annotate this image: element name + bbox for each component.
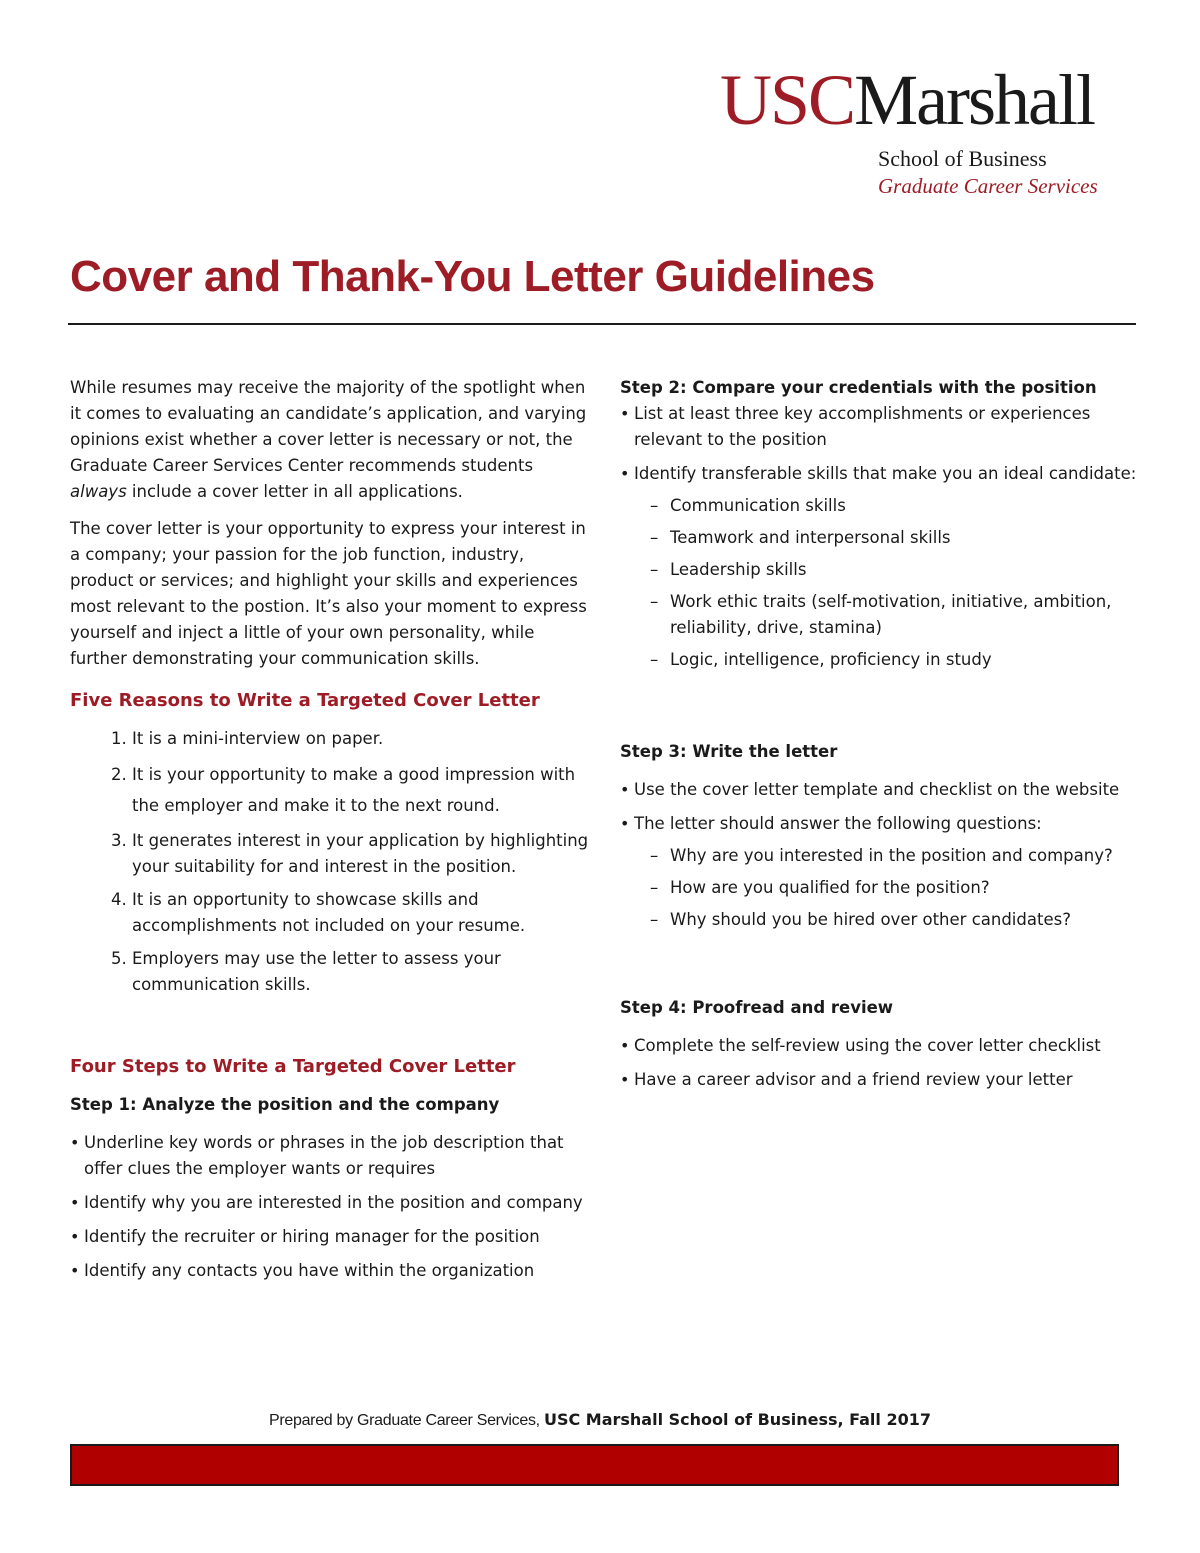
step2-subitem-text: Work ethic traits (self-motivation, initiative, ambition, reliability, drive, stamina) [670, 592, 1112, 637]
footer-color-bar [70, 1444, 1119, 1486]
step1-item [70, 1190, 590, 1216]
logo-usc: USC [720, 60, 855, 140]
step3-sublist [634, 843, 1140, 933]
bullet-icon: • [70, 1227, 80, 1246]
dash-icon: – [650, 560, 659, 579]
bullet-icon: • [620, 1036, 630, 1055]
dash-icon: – [650, 910, 659, 929]
bullet-icon: • [620, 404, 630, 423]
step2-subitem [634, 647, 1140, 673]
dash-icon: – [650, 846, 659, 865]
step2-heading: Step 2: Compare your credentials with the position [620, 378, 1097, 397]
dash-icon: – [650, 496, 659, 515]
step2-subitem [634, 557, 1140, 583]
step2-sublist [634, 493, 1140, 673]
step4-heading: Step 4: Proofread and review [620, 998, 894, 1017]
logo-school-of-business: School of Business [878, 146, 1047, 171]
title-divider [68, 323, 1136, 325]
step2-subitem-text: Teamwork and interpersonal skills [670, 528, 951, 547]
step1-item-text: Identify why you are interested in the position and company [84, 1193, 583, 1212]
bullet-icon: • [620, 814, 630, 833]
step1-item [70, 1130, 590, 1182]
five-reasons-heading: Five Reasons to Write a Targeted Cover Letter [70, 690, 540, 711]
step2-subitem-text: Logic, intelligence, proficiency in study [670, 650, 992, 669]
step3-list [620, 777, 1140, 933]
step3-subitem-text: Why are you interested in the position and company? [670, 846, 1113, 865]
step3-subitem-text: Why should you be hired over other candidates? [670, 910, 1071, 929]
step2-subitem-text: Communication skills [670, 496, 846, 515]
dash-icon: – [650, 650, 659, 669]
bullet-icon: • [620, 1070, 630, 1089]
step4-item-text: Complete the self-review using the cover letter checklist [634, 1036, 1101, 1055]
step2-subitem [634, 589, 1140, 641]
intro-paragraph-1 [70, 375, 590, 505]
step2-item-text: List at least three key accomplishments or experiences relevant to the position [634, 404, 1091, 449]
dash-icon: – [650, 528, 659, 547]
step3-item [620, 777, 1140, 803]
step3-subitem [634, 843, 1140, 869]
footer-institution: USC Marshall School of Business, Fall 2017 [543, 1410, 931, 1429]
logo-graduate-career-services: Graduate Career Services [878, 174, 1098, 198]
step3-heading: Step 3: Write the letter [620, 742, 838, 761]
step3-subitem [634, 907, 1140, 933]
step4-list [620, 1033, 1140, 1093]
bullet-icon: • [70, 1261, 80, 1280]
step1-item [70, 1258, 590, 1284]
step1-heading: Step 1: Analyze the position and the company [70, 1095, 500, 1114]
step1-item-text: Identify the recruiter or hiring manager for the position [84, 1227, 540, 1246]
intro-p1-start: While resumes may receive the majority of the spotlight when it comes to evaluating an candidate’s application, and varying opinions exist whether a cover letter is necessary or not, the Graduate Career Services Center recommends students [70, 378, 587, 475]
step2-subitem-text: Leadership skills [670, 560, 807, 579]
reason-item: 1. It is a mini-interview on paper. [132, 726, 590, 752]
page-title: Cover and Thank-You Letter Guidelines [70, 252, 875, 301]
intro-p1-end: include a cover letter in all applications. [126, 482, 463, 501]
step3-subitem [634, 875, 1140, 901]
intro-paragraph-2: The cover letter is your opportunity to express your interest in a company; your passion for the job function, industry, product or services; and highlight your skills and experiences most relevant to the postion. It’s also your moment to express yourself and inject a little of your own personality, while further demonstrating your communication skills. [70, 519, 587, 668]
logo-wordmark [720, 60, 1094, 140]
reason-item: 5. Employers may use the letter to assess your communication skills. [132, 946, 590, 998]
step1-item-text: Underline key words or phrases in the job description that offer clues the employer wants or requires [84, 1133, 564, 1178]
step4-item [620, 1033, 1140, 1059]
step2-subitem [634, 493, 1140, 519]
bullet-icon: • [620, 780, 630, 799]
step3-subitem-text: How are you qualified for the position? [670, 878, 990, 897]
logo-marshall: Marshall [854, 60, 1094, 140]
footer-prefix: Prepared by Graduate Career Services, [268, 1412, 544, 1429]
five-reasons-list [70, 726, 590, 998]
dash-icon: – [650, 878, 659, 897]
usc-marshall-logo [720, 60, 1140, 210]
step4-item [620, 1067, 1140, 1093]
reason-item: 2. It is your opportunity to make a good impression with the employer and make it to the next round. [132, 759, 590, 821]
dash-icon: – [650, 592, 659, 611]
step1-item [70, 1224, 590, 1250]
right-column [620, 375, 1140, 1101]
reason-item: 4. It is an opportunity to showcase skills and accomplishments not included on your resume. [132, 887, 590, 939]
reason-item: 3. It generates interest in your application by highlighting your suitability for and interest in the position. [132, 828, 590, 880]
step2-list [620, 401, 1140, 673]
step3-item-text: Use the cover letter template and checklist on the website [634, 780, 1120, 799]
four-steps-heading: Four Steps to Write a Targeted Cover Letter [70, 1056, 516, 1077]
step1-list [70, 1130, 590, 1284]
step2-item-text: Identify transferable skills that make you an ideal candidate: [634, 464, 1137, 483]
footer-credit [0, 1410, 1200, 1430]
left-column [70, 375, 590, 1292]
bullet-icon: • [70, 1193, 80, 1212]
step4-item-text: Have a career advisor and a friend review your letter [634, 1070, 1073, 1089]
step2-item [620, 461, 1140, 673]
step1-item-text: Identify any contacts you have within the organization [84, 1261, 535, 1280]
step2-subitem [634, 525, 1140, 551]
step3-item-text: The letter should answer the following questions: [634, 814, 1042, 833]
step2-item [620, 401, 1140, 453]
bullet-icon: • [70, 1133, 80, 1152]
step3-item [620, 811, 1140, 933]
bullet-icon: • [620, 464, 630, 483]
intro-p1-emphasis: always [70, 482, 127, 501]
